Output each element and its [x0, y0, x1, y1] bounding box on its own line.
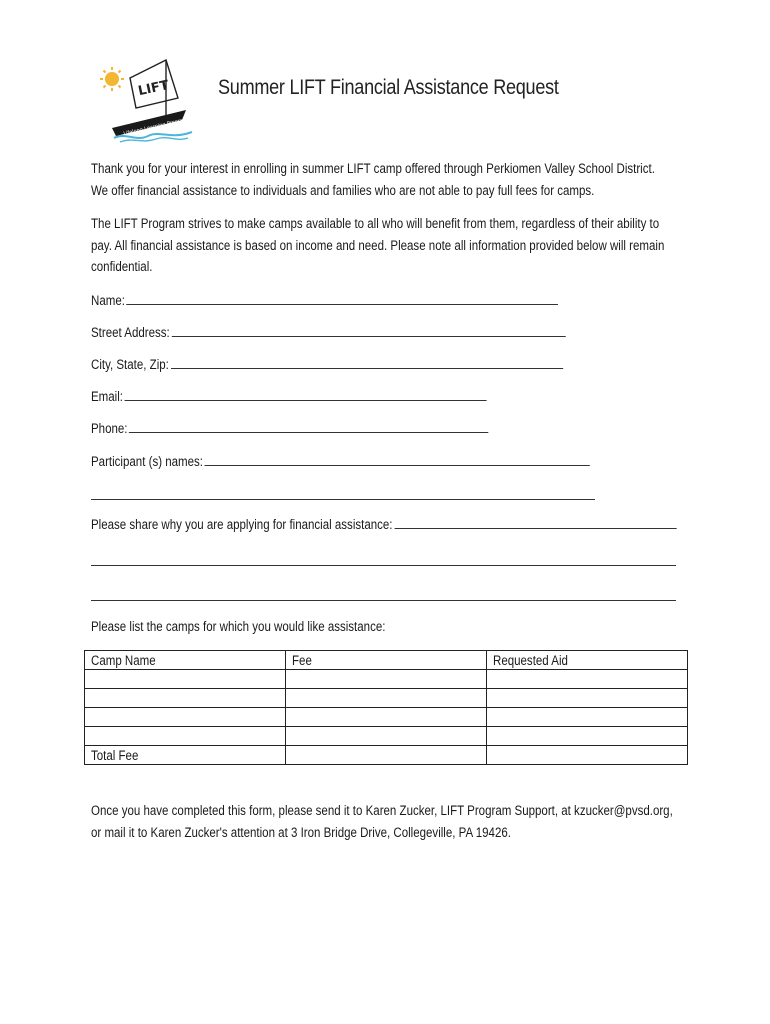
sun-icon: [100, 67, 124, 91]
fee-cell[interactable]: [286, 670, 487, 689]
logo-tagline: Lifelong Learning Programs: [122, 115, 191, 138]
phone-input-line[interactable]: [129, 419, 488, 433]
fee-cell[interactable]: [286, 689, 487, 708]
participants-input-line[interactable]: [205, 452, 590, 466]
reason-label: Please share why you are applying for financial assistance:: [91, 517, 393, 532]
camps-table: [84, 650, 688, 765]
total-row: [85, 746, 688, 765]
header-cell: Camp Name: [85, 651, 286, 670]
camp-name-cell[interactable]: [85, 708, 286, 727]
requested-aid-cell[interactable]: [487, 708, 688, 727]
city-field[interactable]: [91, 355, 563, 374]
participants-extra-line[interactable]: [91, 499, 595, 500]
header-cell: Fee: [286, 651, 487, 670]
city-input-line[interactable]: [171, 355, 563, 369]
policy-paragraph: [91, 213, 676, 278]
fee-cell[interactable]: [286, 727, 487, 746]
participants-field[interactable]: [91, 452, 590, 471]
camp-name-cell[interactable]: [85, 689, 286, 708]
requested-aid-cell[interactable]: [487, 727, 688, 746]
email-label: Email:: [91, 389, 124, 404]
table-row: [85, 670, 688, 689]
requested-aid-cell[interactable]: [487, 689, 688, 708]
lift-logo: [96, 56, 198, 144]
total-aid-cell[interactable]: [487, 746, 688, 765]
name-label: Name:: [91, 293, 125, 308]
policy-line: confidential.: [91, 259, 153, 274]
reason-extra-line[interactable]: [91, 600, 676, 601]
table-row: [85, 727, 688, 746]
name-input-line[interactable]: [127, 291, 559, 305]
camp-name-cell[interactable]: [85, 727, 286, 746]
requested-aid-cell[interactable]: [487, 670, 688, 689]
reason-input-line[interactable]: [394, 515, 676, 529]
logo-text: LIFT: [136, 78, 171, 100]
policy-line: The LIFT Program strives to make camps available to all who will benefit from them, regardless of their ability to: [91, 216, 660, 231]
phone-field[interactable]: [91, 419, 489, 438]
city-label: City, State, Zip:: [91, 357, 169, 372]
reason-extra-line[interactable]: [91, 565, 676, 566]
name-field[interactable]: [91, 291, 558, 310]
reason-field[interactable]: [91, 515, 676, 534]
intro-line: Thank you for your interest in enrolling in summer LIFT camp offered through Perkiomen Valley School District.: [91, 161, 655, 176]
closing-paragraph: [91, 800, 676, 843]
street-input-line[interactable]: [171, 323, 565, 337]
table-header-row: [85, 651, 688, 670]
closing-line: Once you have completed this form, please send it to Karen Zucker, LIFT Program Support, at kzucker@pvsd.org,: [91, 803, 673, 818]
participants-label: Participant (s) names:: [91, 454, 204, 469]
email-input-line[interactable]: [125, 387, 487, 401]
phone-label: Phone:: [91, 421, 128, 436]
camp-name-cell[interactable]: [85, 670, 286, 689]
intro-paragraph: [91, 158, 676, 201]
header-cell: Requested Aid: [487, 651, 688, 670]
email-field[interactable]: [91, 387, 487, 406]
page-title: Summer LIFT Financial Assistance Request: [218, 76, 559, 99]
closing-line: or mail it to Karen Zucker's attention at 3 Iron Bridge Drive, Collegeville, PA 19426.: [91, 824, 511, 840]
camps-intro: Please list the camps for which you would like assistance:: [91, 619, 386, 634]
total-label-cell: Total Fee: [85, 746, 286, 765]
total-fee-cell[interactable]: [286, 746, 487, 765]
table-row: [85, 689, 688, 708]
policy-line: pay. All financial assistance is based on income and need. Please note all information provided below will remain: [91, 237, 665, 253]
street-label: Street Address:: [91, 325, 170, 340]
intro-line: We offer financial assistance to individuals and families who are not able to pay full fees for camps.: [91, 182, 595, 198]
table-row: [85, 708, 688, 727]
street-field[interactable]: [91, 323, 565, 342]
fee-cell[interactable]: [286, 708, 487, 727]
